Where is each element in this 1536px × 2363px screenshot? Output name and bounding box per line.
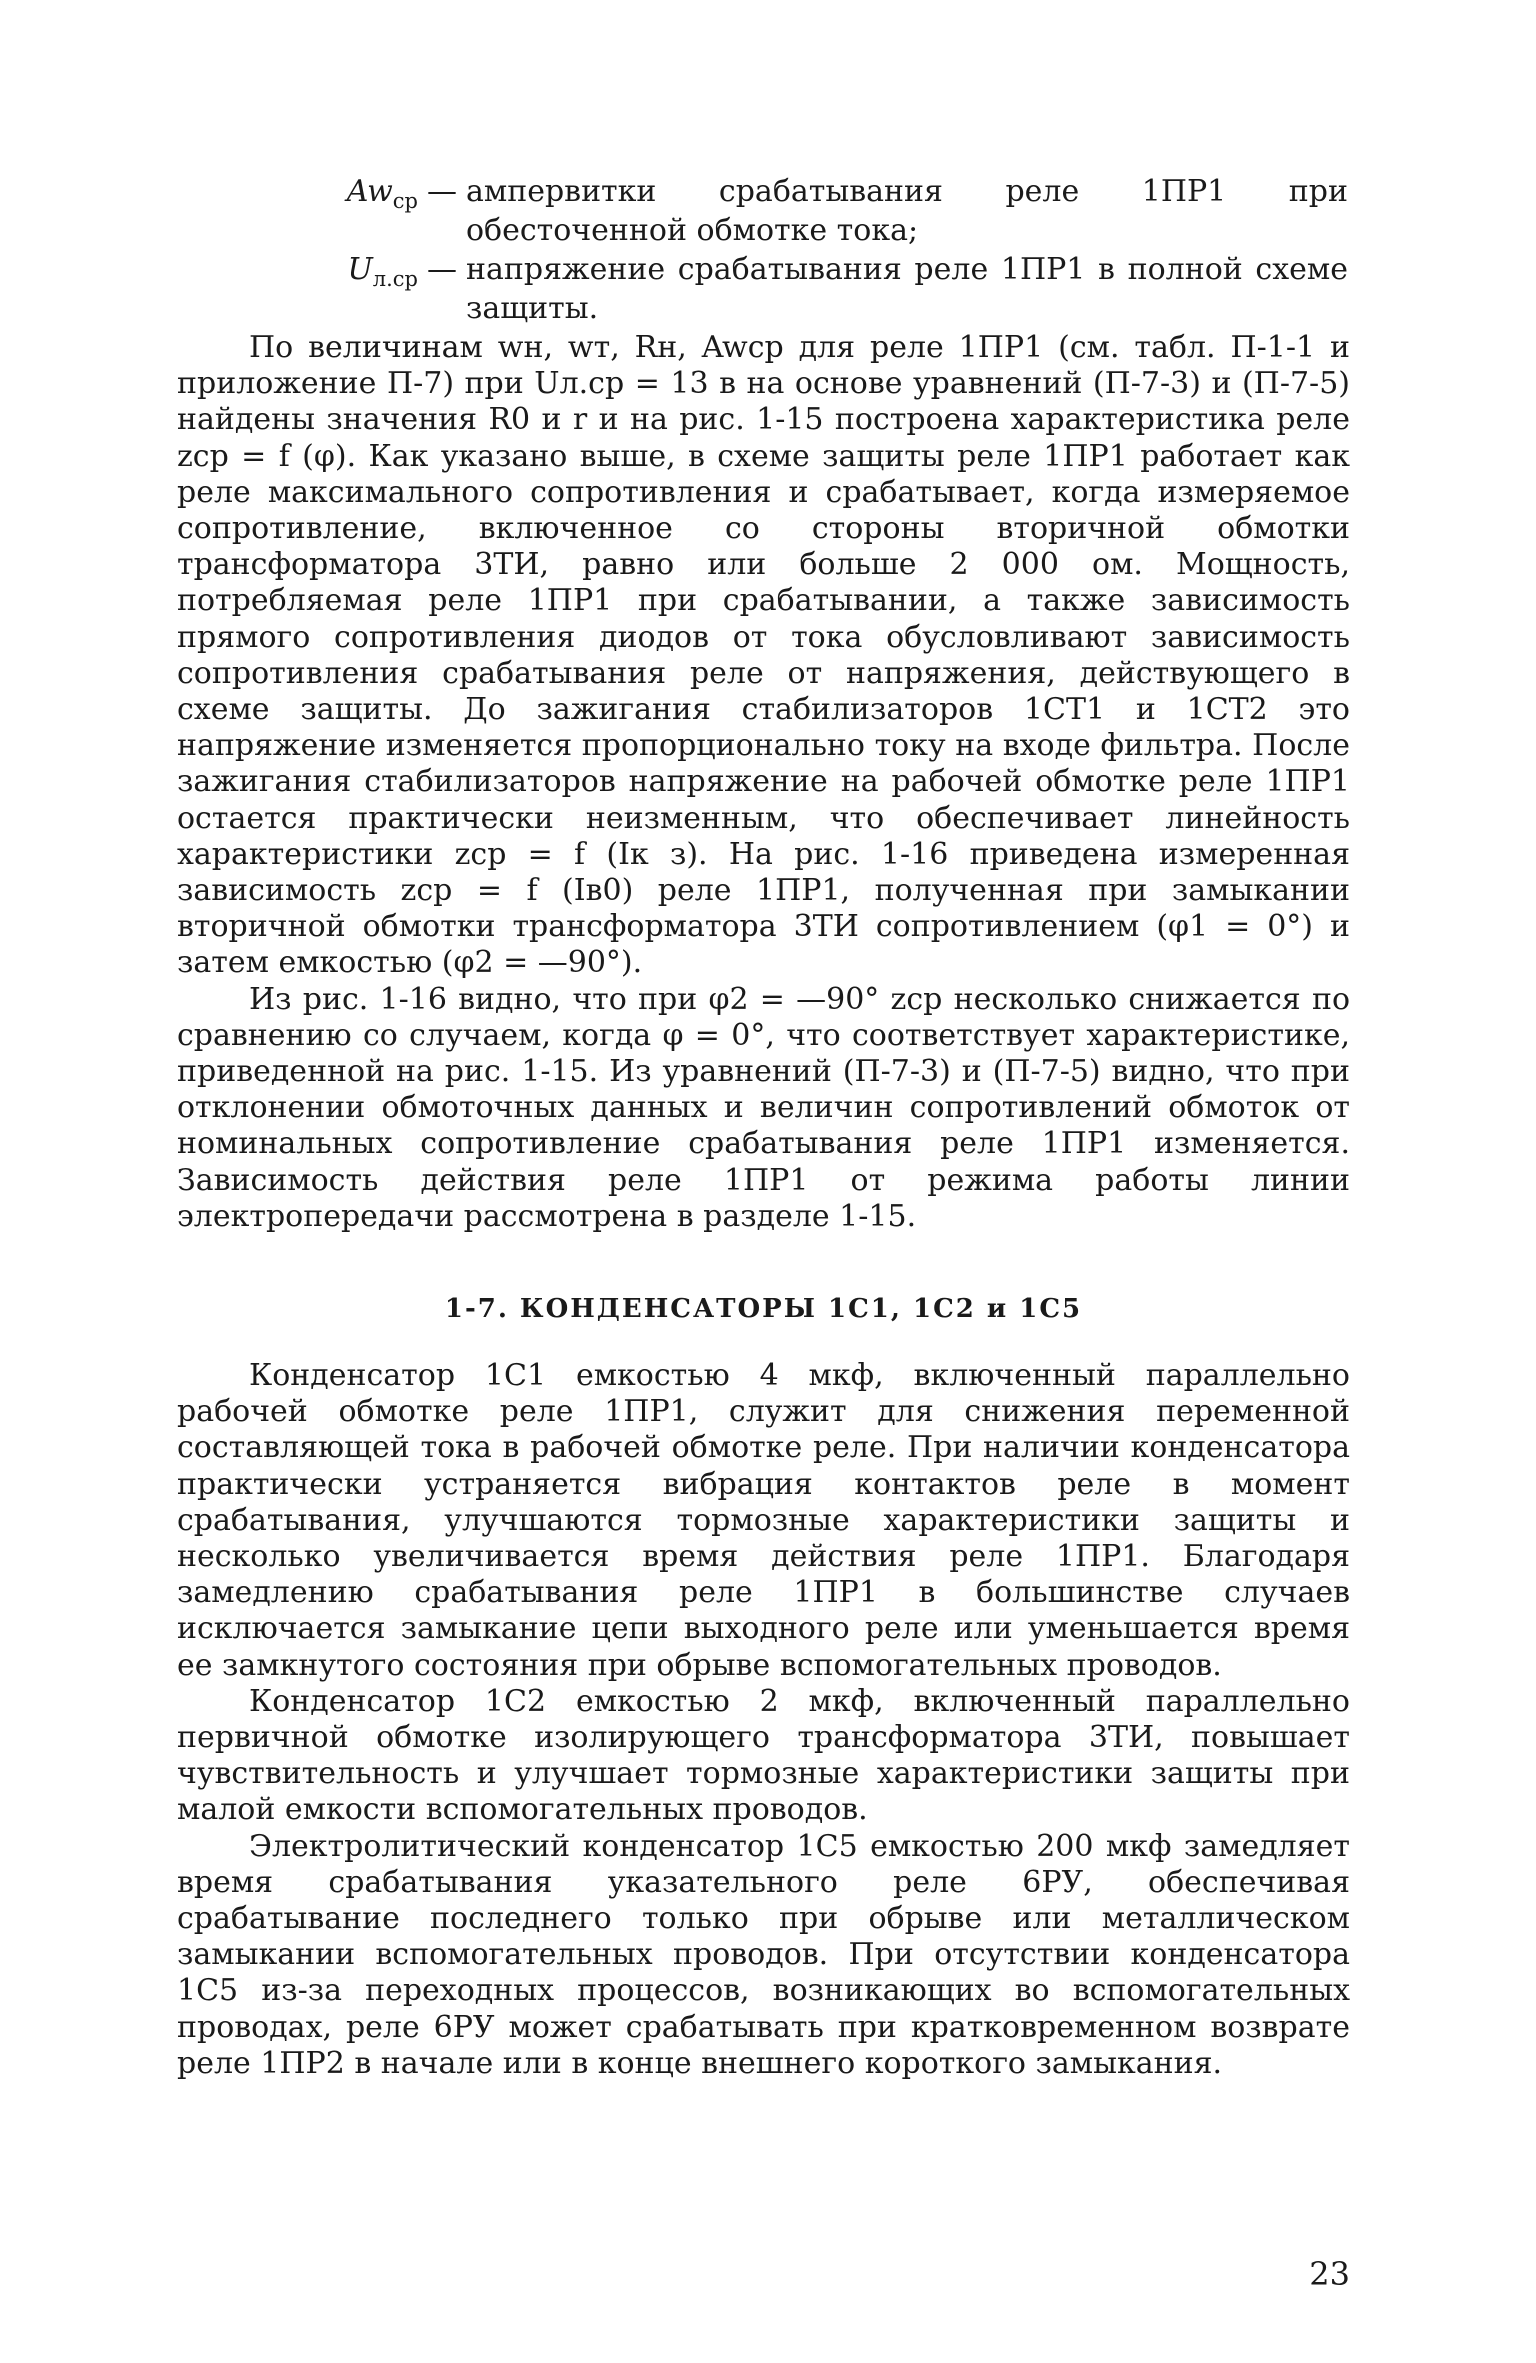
definition-dash: —: [427, 252, 457, 287]
definition-dash: —: [427, 174, 457, 209]
paragraph: Из рис. 1-16 видно, что при φ2 = —90° zср несколько снижается по сравнению со случаем, когда φ = 0°, что соответствует характеристике, приведенной на рис. 1-15. Из уравнений (П-7-3) и (П-7-5) видно, что при отклонении обмоточных данных и величин сопротивлений обмоток от номинальных сопротивление срабатывания реле 1ПР1 изменяется. Зависимость действия реле 1ПР1 от режима работы линии электропередачи рассмотрена в разделе 1-15.: [177, 981, 1350, 1234]
paragraph: Конденсатор 1С2 емкостью 2 мкф, включенный параллельно первичной обмотке изолирующего трансформатора 3ТИ, повышает чувствительность и улучшает тормозные характеристики защиты при малой емкости вспомогательных проводов.: [177, 1683, 1350, 1828]
paragraph: По величинам wн, wт, Rн, Awср для реле 1ПР1 (см. табл. П-1-1 и приложение П-7) при Uл.ср = 13 в на основе уравнений (П-7-3) и (П-7-5) найдены значения R0 и r и на рис. 1-15 построена характеристика реле zср = f (φ). Как указано выше, в схеме защиты реле 1ПР1 работает как реле максимального сопротивления и срабатывает, когда измеряемое сопротивление, включенное со стороны вторичной обмотки трансформатора 3ТИ, равно или больше 2 000 ом. Мощность, потребляемая реле 1ПР1 при срабатывании, а также зависимость прямого сопротивления диодов от тока обусловливают зависимость сопротивления срабатывания реле от напряжения, действующего в схеме защиты. До зажигания стабилизаторов 1СТ1 и 1СТ2 это напряжение изменяется пропорционально току на входе фильтра. После зажигания стабилизаторов напряжение на рабочей обмотке реле 1ПР1 остается практически неизменным, что обеспечивает линейность характеристики zср = f (Iк з). На рис. 1-16 приведена измеренная зависимость zср = f (Iв0) реле 1ПР1, полученная при замыкании вторичной обмотки трансформатора 3ТИ сопротивлением (φ1 = 0°) и затем емкостью (φ2 = —90°).: [177, 330, 1350, 981]
section-heading: 1-7. КОНДЕНСАТОРЫ 1С1, 1С2 и 1С5: [444, 1294, 1083, 1324]
page-number: 23: [1309, 2255, 1350, 2293]
definition-text: напряжение срабатывания реле 1ПР1 в полной схеме защиты.: [466, 252, 1348, 326]
body-text-top: [177, 330, 1350, 1235]
definition-term: $U_{л.ср}$: [347, 252, 418, 291]
paragraph: Конденсатор 1С1 емкостью 4 мкф, включенный параллельно рабочей обмотке реле 1ПР1, служит для снижения переменной составляющей тока в рабочей обмотке реле. При наличии конденсатора практически устраняется вибрация контактов реле в момент срабатывания, улучшаются тормозные характеристики защиты и несколько увеличивается время действия реле 1ПР1. Благодаря замедлению срабатывания реле 1ПР1 в большинстве случаев исключается замыкание цепи выходного реле или уменьшается время ее замкнутого состояния при обрыве вспомогательных проводов.: [177, 1358, 1350, 1683]
paragraph: Электролитический конденсатор 1С5 емкостью 200 мкф замедляет время срабатывания указательного реле 6РУ, обеспечивая срабатывание последнего только при обрыве или металлическом замыкании вспомогательных проводов. При отсутствии конденсатора 1С5 из-за переходных процессов, возникающих во вспомогательных проводах, реле 6РУ может срабатывать при кратковременном возврате реле 1ПР2 в начале или в конце внешнего короткого замыкания.: [177, 1828, 1350, 2081]
body-text-bottom: [177, 1358, 1350, 2082]
definition-term: $Aw_{ср}$: [346, 174, 418, 213]
definition-item: [294, 250, 1348, 328]
definition-item: [294, 172, 1348, 250]
definition-text: ампервитки срабатывания реле 1ПР1 при обесточенной обмотке тока;: [466, 174, 1348, 248]
definitions-list: [294, 172, 1348, 328]
